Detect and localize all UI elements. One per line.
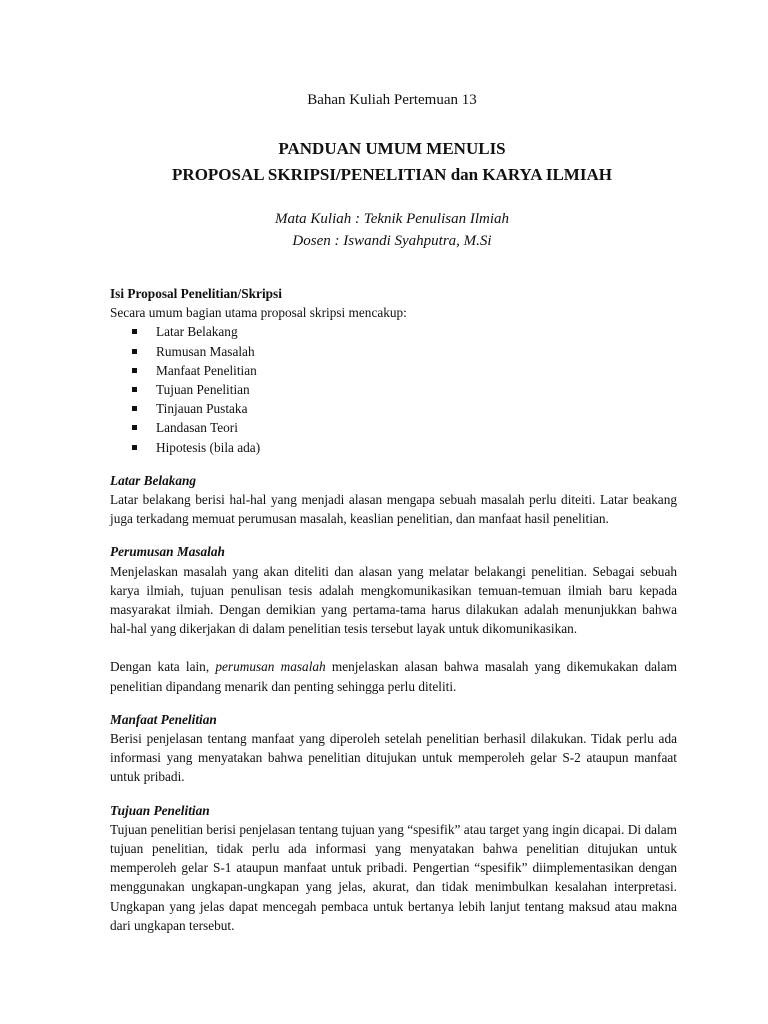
perumusan-text-after: menjelaskan alasan bahwa masalah yang dikemukakan dalam penelitian dipandang menarik dan penting sehingga perlu diteliti. bbox=[110, 659, 677, 694]
document-body bbox=[110, 284, 677, 935]
title-line-2: PROPOSAL SKRIPSI/PENELITIAN dan KARYA ILMIAH bbox=[172, 165, 612, 184]
lecturer-name: Dosen : Iswandi Syahputra, M.Si bbox=[292, 233, 492, 249]
isi-intro: Secara umum bagian utama proposal skripsi mencakup: bbox=[110, 305, 407, 321]
perumusan-paragraph-2 bbox=[110, 657, 677, 695]
perumusan-text-before: Dengan kata lain, bbox=[110, 659, 216, 675]
course-meta bbox=[0, 208, 768, 252]
latar-paragraph: Latar belakang berisi hal-hal yang menjadi alasan mengapa sebuah masalah perlu diteiti. Latar beakang juga terkadang memuat perumusan masalah, keaslian penelitian, dan manfaat hasil penelitian. bbox=[110, 492, 677, 527]
list-item: Rumusan Masalah bbox=[110, 342, 677, 361]
perumusan-emphasis: perumusan masalah bbox=[215, 659, 326, 675]
section-heading-isi: Isi Proposal Penelitian/Skripsi bbox=[110, 286, 282, 301]
course-session: Bahan Kuliah Pertemuan 13 bbox=[307, 92, 477, 108]
list-item: Landasan Teori bbox=[110, 418, 677, 437]
tujuan-paragraph: Tujuan penelitian berisi penjelasan tentang tujuan yang “spesifik” atau target yang ingin dicapai. Di dalam tujuan penelitian, tidak perlu ada informasi yang menyatakan bahwa penelitian ditujukan untuk memperoleh gelar S-1 ataupun manfaat untuk pribadi. Pengertian “spesifik” diimplementasikan dengan menggunakan ungkapan-ungkapan yang jelas, akurat, dan tidak menimbulkan kesalahan interpretasi. Ungkapan yang jelas dapat mencegah pembaca untuk bertanya lebih lanjut tentang maksud atau makna dari ungkapan tersebut. bbox=[110, 821, 677, 933]
list-item: Manfaat Penelitian bbox=[110, 361, 677, 380]
list-item: Tinjauan Pustaka bbox=[110, 399, 677, 418]
proposal-contents-list bbox=[110, 322, 677, 456]
title-line-1: PANDUAN UMUM MENULIS bbox=[278, 139, 506, 158]
list-item: Latar Belakang bbox=[110, 322, 677, 341]
section-heading-latar: Latar Belakang bbox=[110, 472, 197, 488]
list-item: Tujuan Penelitian bbox=[110, 380, 677, 399]
section-heading-perumusan: Perumusan Masalah bbox=[110, 544, 225, 560]
list-item: Hipotesis (bila ada) bbox=[110, 438, 677, 457]
section-heading-manfaat: Manfaat Penelitian bbox=[110, 711, 217, 727]
manfaat-paragraph: Berisi penjelasan tentang manfaat yang diperoleh setelah penelitian berhasil dilakukan. Tidak perlu ada informasi yang menyatakan bahwa penelitian ditujukan untuk memperoleh gelar S-2 ataupun manfaat untuk pribadi. bbox=[110, 731, 677, 785]
perumusan-paragraph: Menjelaskan masalah yang akan diteliti dan alasan yang melatar belakangi penelitian. Sebagai sebuah karya ilmiah, tujuan penulisan tesis adalah mengkomunikasikan temuan-temuan ilmiah baru kepada masyarakat ilmiah. Dengan demikian yang pertama-tama harus dilakukan adalah menunjukkan bahwa hal-hal yang dikerjakan di dalam penelitian tesis tersebut layak untuk dikomunikasikan. bbox=[110, 563, 677, 637]
section-heading-tujuan: Tujuan Penelitian bbox=[110, 802, 210, 818]
course-name: Mata Kuliah : Teknik Penulisan Ilmiah bbox=[274, 211, 509, 227]
document-title bbox=[0, 136, 768, 188]
